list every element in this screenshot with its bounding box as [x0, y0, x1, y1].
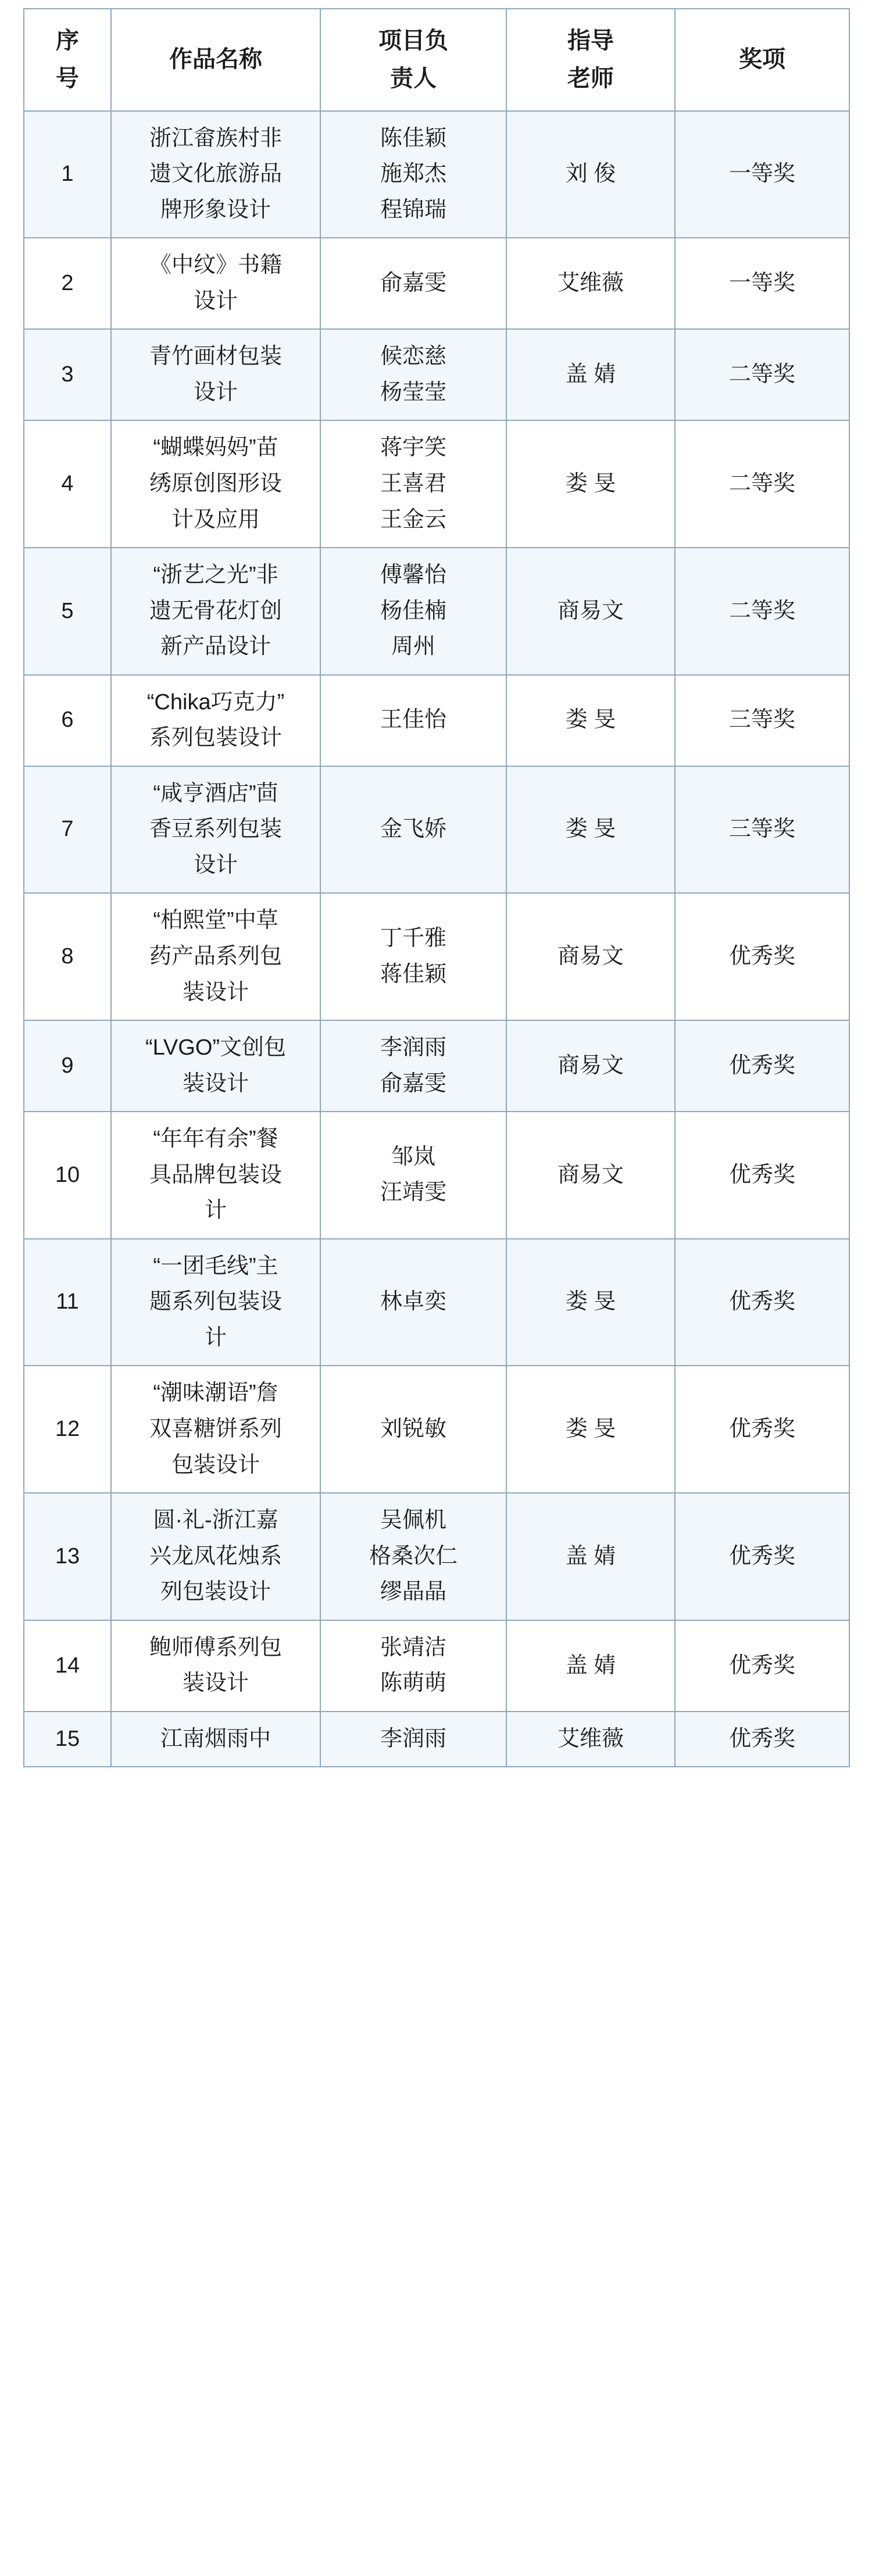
- table-row: [24, 1020, 849, 1112]
- cell-leader-line: 蒋宇笑: [380, 435, 446, 460]
- cell-leader: [320, 1366, 506, 1493]
- cell-leader: [320, 1620, 506, 1712]
- cell-work-name-line: 遗无骨花灯创: [149, 598, 282, 623]
- cell-work-name-line: 系列包装设计: [149, 726, 282, 751]
- cell-work-name-line: 新产品设计: [160, 634, 271, 659]
- cell-leader: [320, 238, 506, 329]
- cell-work-name-line: 列包装设计: [160, 1580, 271, 1605]
- cell-work-name-line: “潮味潮语”詹: [153, 1381, 278, 1406]
- cell-teacher-line: 刘 俊: [565, 162, 616, 187]
- cell-work-name-line: “LVGO”文创包: [145, 1035, 287, 1060]
- cell-index: 7: [24, 766, 111, 894]
- cell-teacher-line: 盖 婧: [565, 362, 616, 387]
- table-row: [24, 893, 849, 1020]
- table-row: [24, 1239, 849, 1366]
- table-row: [24, 1712, 849, 1767]
- cell-leader: [320, 1493, 506, 1620]
- header-teacher: [506, 9, 675, 111]
- cell-work-name-line: 双喜糖饼系列: [149, 1417, 282, 1441]
- table-row: [24, 238, 849, 329]
- header-teacher-line: 老师: [567, 65, 614, 91]
- cell-work-name-line: 包装设计: [171, 1452, 260, 1477]
- cell-leader-line: 邹岚: [391, 1144, 435, 1169]
- cell-work-name-line: 《中纹》书籍: [149, 253, 282, 278]
- cell-award: 二等奖: [675, 420, 849, 548]
- cell-teacher: [506, 111, 675, 238]
- cell-work-name-line: 青竹画材包装: [149, 344, 282, 369]
- cell-teacher: [506, 420, 675, 548]
- cell-award: 三等奖: [675, 766, 849, 894]
- cell-work-name-line: 圆·礼-浙江嘉: [153, 1508, 278, 1533]
- cell-teacher: [506, 766, 675, 894]
- cell-teacher: [506, 238, 675, 329]
- cell-teacher: [506, 1239, 675, 1366]
- cell-leader-line: 丁千雅: [380, 926, 446, 951]
- cell-work-name-line: 设计: [193, 288, 238, 313]
- cell-index: 8: [24, 893, 111, 1020]
- cell-award: 优秀奖: [675, 1112, 849, 1239]
- cell-award: 优秀奖: [675, 1493, 849, 1620]
- cell-teacher: [506, 548, 675, 675]
- cell-leader-line: 俞嘉雯: [380, 1071, 446, 1096]
- cell-teacher-line: 商易文: [557, 1053, 624, 1078]
- cell-leader: [320, 893, 506, 1020]
- cell-leader-line: 陈萌萌: [380, 1671, 446, 1696]
- cell-work-name: [111, 111, 320, 238]
- cell-leader-line: 林卓奕: [380, 1289, 446, 1314]
- cell-leader: [320, 1112, 506, 1239]
- cell-work-name-line: 题系列包装设: [149, 1289, 282, 1314]
- table-row: [24, 1620, 849, 1712]
- cell-teacher-line: 艾维薇: [557, 1726, 624, 1751]
- cell-award: 一等奖: [675, 111, 849, 238]
- cell-leader-line: 金飞娇: [380, 817, 446, 842]
- cell-teacher-line: 盖 婧: [565, 1544, 616, 1569]
- cell-work-name: [111, 1366, 320, 1493]
- cell-teacher: [506, 1620, 675, 1712]
- cell-index: 11: [24, 1239, 111, 1366]
- cell-leader-line: 杨莹莹: [380, 380, 446, 405]
- cell-leader-line: 杨佳楠: [380, 598, 446, 623]
- header-index-text: [30, 22, 105, 98]
- cell-index: 1: [24, 111, 111, 238]
- cell-leader-line: 施郑杰: [380, 162, 446, 187]
- cell-work-name-line: 兴龙凤花烛系: [149, 1544, 282, 1569]
- table-header-row: [24, 9, 849, 111]
- header-leader-line: 项目负: [378, 28, 448, 53]
- header-teacher-line: 指导: [567, 28, 614, 53]
- cell-leader: [320, 420, 506, 548]
- header-award: [675, 9, 849, 111]
- cell-index: 12: [24, 1366, 111, 1493]
- cell-work-name: [111, 1020, 320, 1112]
- header-index-line: 序: [56, 28, 79, 53]
- cell-index: 2: [24, 238, 111, 329]
- header-award-line: 奖项: [739, 47, 785, 73]
- header-award-text: [681, 41, 843, 78]
- cell-leader-line: 缪晶晶: [380, 1580, 446, 1605]
- cell-work-name-line: 浙江畲族村非: [149, 126, 282, 151]
- cell-work-name-line: 药产品系列包: [149, 944, 282, 969]
- cell-index: 15: [24, 1712, 111, 1767]
- table-row: [24, 1112, 849, 1239]
- cell-leader-line: 刘锐敏: [380, 1417, 446, 1441]
- cell-leader-line: 张靖洁: [380, 1635, 446, 1660]
- header-work-name-line: 作品名称: [169, 47, 262, 73]
- cell-work-name: [111, 238, 320, 329]
- cell-work-name: [111, 675, 320, 766]
- header-index: [24, 9, 111, 111]
- cell-work-name-line: 计及应用: [171, 507, 260, 532]
- cell-teacher-line: 娄 旻: [565, 708, 616, 733]
- cell-leader-line: 陈佳颖: [380, 126, 446, 151]
- cell-award: 一等奖: [675, 238, 849, 329]
- cell-index: 5: [24, 548, 111, 675]
- cell-work-name-line: 装设计: [182, 1671, 249, 1696]
- cell-work-name-line: “蝴蝶妈妈”苗: [153, 435, 278, 460]
- cell-work-name-line: “柏熙堂”中草: [153, 908, 278, 933]
- table-row: [24, 1366, 849, 1493]
- cell-index: 10: [24, 1112, 111, 1239]
- cell-award: 优秀奖: [675, 1712, 849, 1767]
- cell-leader: [320, 1239, 506, 1366]
- cell-work-name: [111, 1712, 320, 1767]
- cell-work-name-line: 遗文化旅游品: [149, 162, 282, 187]
- cell-leader-line: 程锦瑞: [380, 197, 446, 222]
- cell-leader: [320, 675, 506, 766]
- cell-work-name-line: 计: [204, 1325, 227, 1350]
- cell-teacher: [506, 1020, 675, 1112]
- cell-award: 优秀奖: [675, 1366, 849, 1493]
- header-leader-text: [327, 22, 500, 98]
- header-work-name-text: [117, 41, 314, 78]
- cell-teacher-line: 商易文: [557, 598, 624, 623]
- cell-work-name-line: 设计: [193, 852, 238, 877]
- header-work-name: [111, 9, 320, 111]
- cell-teacher: [506, 1112, 675, 1239]
- table-row: [24, 329, 849, 420]
- cell-leader-line: 傅馨怡: [380, 563, 446, 588]
- cell-work-name-line: “咸亨酒店”茴: [153, 781, 278, 806]
- cell-index: 14: [24, 1620, 111, 1712]
- cell-teacher: [506, 329, 675, 420]
- cell-award: 优秀奖: [675, 1239, 849, 1366]
- table-row: [24, 1493, 849, 1620]
- header-teacher-text: [513, 22, 669, 98]
- cell-work-name-line: 具品牌包装设: [149, 1162, 282, 1187]
- cell-teacher-line: 盖 婧: [565, 1653, 616, 1678]
- cell-work-name-line: 装设计: [182, 1071, 249, 1096]
- header-index-line: 号: [56, 65, 79, 91]
- cell-teacher-line: 娄 旻: [565, 1417, 616, 1441]
- table-row: [24, 111, 849, 238]
- cell-leader-line: 李润雨: [380, 1726, 446, 1751]
- cell-leader-line: 蒋佳颖: [380, 962, 446, 987]
- cell-work-name-line: 计: [204, 1198, 227, 1223]
- cell-work-name-line: “一团毛线”主: [153, 1253, 278, 1278]
- cell-work-name: [111, 548, 320, 675]
- cell-leader-line: 俞嘉雯: [380, 271, 446, 295]
- cell-index: 13: [24, 1493, 111, 1620]
- cell-leader: [320, 1020, 506, 1112]
- header-leader-line: 责人: [390, 65, 437, 91]
- cell-work-name-line: “Chika巧克力”: [146, 689, 285, 714]
- cell-teacher-line: 商易文: [557, 944, 624, 969]
- cell-teacher: [506, 1493, 675, 1620]
- cell-leader: [320, 766, 506, 894]
- cell-teacher: [506, 893, 675, 1020]
- table-body: [24, 111, 849, 1767]
- table-row: [24, 548, 849, 675]
- table-row: [24, 420, 849, 548]
- cell-leader-line: 吴佩机: [380, 1508, 446, 1533]
- cell-award: 优秀奖: [675, 1620, 849, 1712]
- cell-leader: [320, 548, 506, 675]
- cell-leader: [320, 1712, 506, 1767]
- cell-work-name-line: “年年有余”餐: [153, 1127, 278, 1152]
- cell-work-name-line: 设计: [193, 380, 238, 405]
- cell-award: 二等奖: [675, 548, 849, 675]
- cell-work-name: [111, 1112, 320, 1239]
- cell-teacher: [506, 675, 675, 766]
- cell-award: 二等奖: [675, 329, 849, 420]
- cell-leader-line: 候恋慈: [380, 344, 446, 369]
- cell-work-name: [111, 329, 320, 420]
- cell-leader-line: 格桑次仁: [369, 1544, 458, 1569]
- cell-teacher: [506, 1366, 675, 1493]
- cell-leader-line: 王金云: [380, 507, 446, 532]
- cell-teacher-line: 娄 旻: [565, 1289, 616, 1314]
- cell-index: 3: [24, 329, 111, 420]
- cell-leader-line: 王喜君: [380, 471, 446, 496]
- cell-work-name-line: 牌形象设计: [160, 197, 271, 222]
- cell-work-name-line: 绣原创图形设: [149, 471, 282, 496]
- cell-index: 9: [24, 1020, 111, 1112]
- cell-work-name: [111, 1620, 320, 1712]
- cell-work-name: [111, 420, 320, 548]
- cell-award: 三等奖: [675, 675, 849, 766]
- cell-work-name-line: 江南烟雨中: [160, 1726, 271, 1751]
- cell-work-name-line: “浙艺之光”非: [153, 563, 278, 588]
- cell-leader: [320, 111, 506, 238]
- cell-teacher: [506, 1712, 675, 1767]
- cell-leader: [320, 329, 506, 420]
- table-row: [24, 766, 849, 894]
- cell-leader-line: 李润雨: [380, 1035, 446, 1060]
- cell-teacher-line: 商易文: [557, 1162, 624, 1187]
- cell-work-name: [111, 766, 320, 894]
- cell-leader-line: 汪靖雯: [380, 1180, 446, 1205]
- cell-index: 4: [24, 420, 111, 548]
- award-results-table: [23, 8, 850, 1767]
- cell-leader-line: 周州: [391, 634, 435, 659]
- cell-work-name-line: 香豆系列包装: [149, 817, 282, 842]
- header-leader: [320, 9, 506, 111]
- cell-work-name: [111, 1493, 320, 1620]
- cell-work-name: [111, 1239, 320, 1366]
- cell-work-name-line: 鲍师傅系列包: [149, 1635, 282, 1660]
- cell-award: 优秀奖: [675, 893, 849, 1020]
- cell-teacher-line: 艾维薇: [557, 271, 624, 295]
- table-head: [24, 9, 849, 111]
- cell-work-name: [111, 893, 320, 1020]
- cell-work-name-line: 装设计: [182, 980, 249, 1005]
- cell-teacher-line: 娄 旻: [565, 817, 616, 842]
- table-row: [24, 675, 849, 766]
- cell-teacher-line: 娄 旻: [565, 471, 616, 496]
- cell-index: 6: [24, 675, 111, 766]
- cell-award: 优秀奖: [675, 1020, 849, 1112]
- cell-leader-line: 王佳怡: [380, 708, 446, 733]
